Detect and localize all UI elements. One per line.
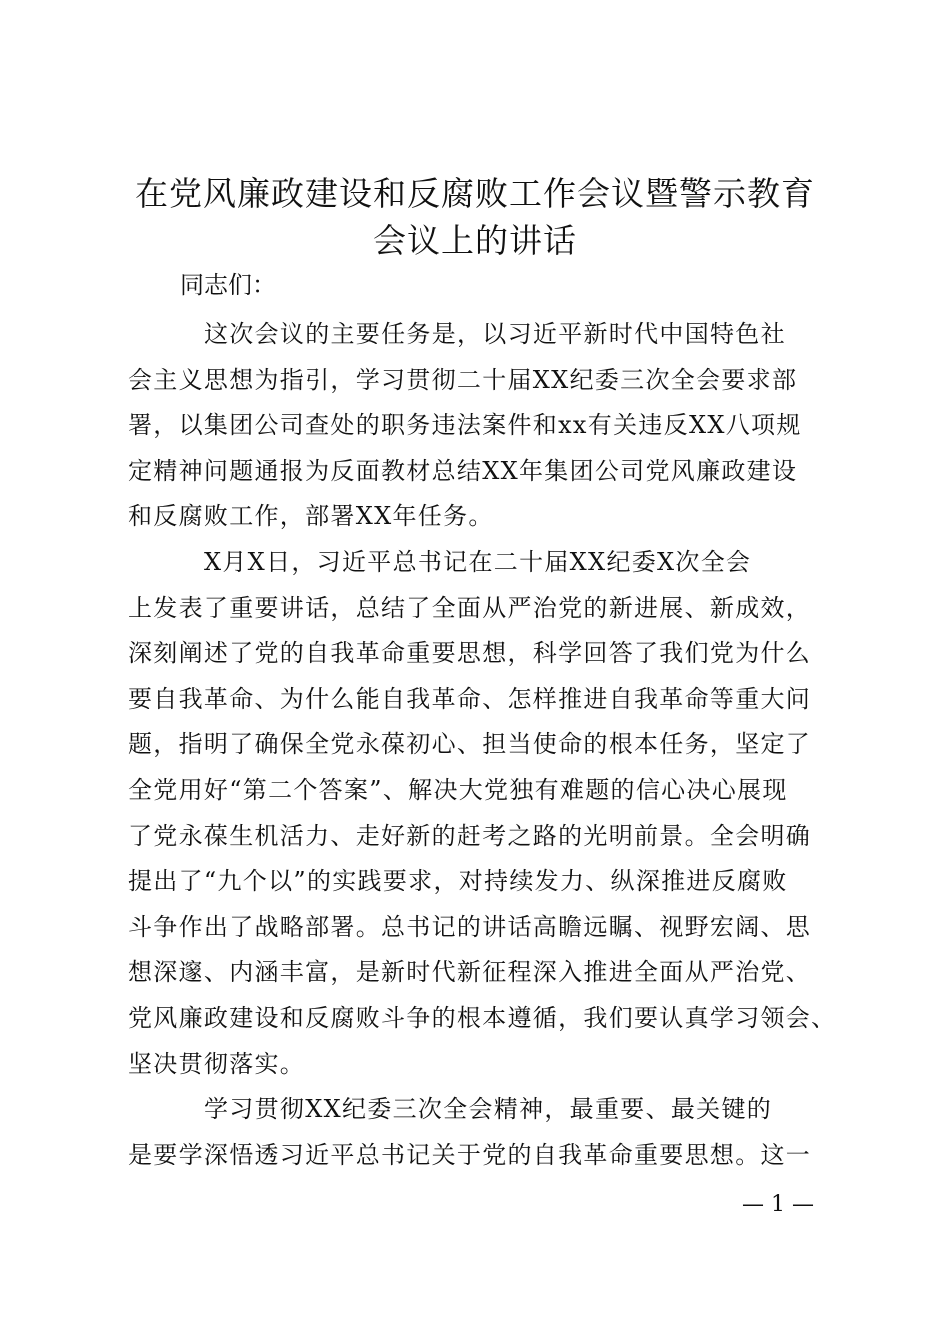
paragraph-line: 题，指明了确保全党永葆初心、担当使命的根本任务，坚定了 [128,730,812,759]
paragraph-line: 署，以集团公司查处的职务违法案件和xx有关违反XX八项规 [128,411,802,440]
paragraph-line: 是要学深悟透习近平总书记关于党的自我革命重要思想。这一 [128,1140,812,1169]
paragraph-line: 党风廉政建设和反腐败斗争的根本遵循，我们要认真学习领会、 [128,1003,837,1032]
paragraph-3 [128,1087,824,1178]
paragraph-line: 提出了“九个以”的实践要求，对持续发力、纵深推进反腐败 [128,867,788,896]
page-number: — 1 — [742,1192,814,1217]
paragraph-line: X月X日，习近平总书记在二十届XX纪委X次全会 [204,547,752,576]
paragraph-line: 深刻阐述了党的自我革命重要思想，科学回答了我们党为什么 [128,639,812,668]
paragraph-1 [128,312,824,540]
document-body [128,312,837,1178]
title-line-2: 会议上的讲话 [373,221,577,260]
paragraph-line: 想深邃、内涵丰富，是新时代新征程深入推进全面从严治党、 [128,958,812,987]
paragraph-line: 上发表了重要讲话，总结了全面从严治党的新进展、新成效， [128,593,812,622]
salutation: 同志们： [180,271,276,299]
paragraph-line: 这次会议的主要任务是，以习近平新时代中国特色社 [204,320,786,348]
paragraph-2 [128,540,837,1087]
paragraph-line: 全党用好“第二个答案”、解决大党独有难题的信心决心展现 [128,775,788,804]
paragraph-line: 定精神问题通报为反面教材总结XX年集团公司党风廉政建设 [128,456,798,485]
document-title [100,170,850,264]
paragraph-line: 斗争作出了战略部署。总书记的讲话高瞻远瞩、视野宏阔、思 [128,912,812,941]
paragraph-line: 了党永葆生机活力、走好新的赶考之路的光明前景。全会明确 [128,821,812,850]
paragraph-line: 和反腐败工作，部署XX年任务。 [128,502,494,531]
paragraph-line: 会主义思想为指引，学习贯彻二十届XX纪委三次全会要求部 [128,365,798,394]
paragraph-line: 要自我革命、为什么能自我革命、怎样推进自我革命等重大问 [128,684,812,713]
paragraph-line: 坚决贯彻落实。 [128,1049,306,1078]
title-line-1: 在党风廉政建设和反腐败工作会议暨警示教育 [135,174,815,213]
paragraph-line: 学习贯彻XX纪委三次全会精神，最重要、最关键的 [204,1095,773,1124]
